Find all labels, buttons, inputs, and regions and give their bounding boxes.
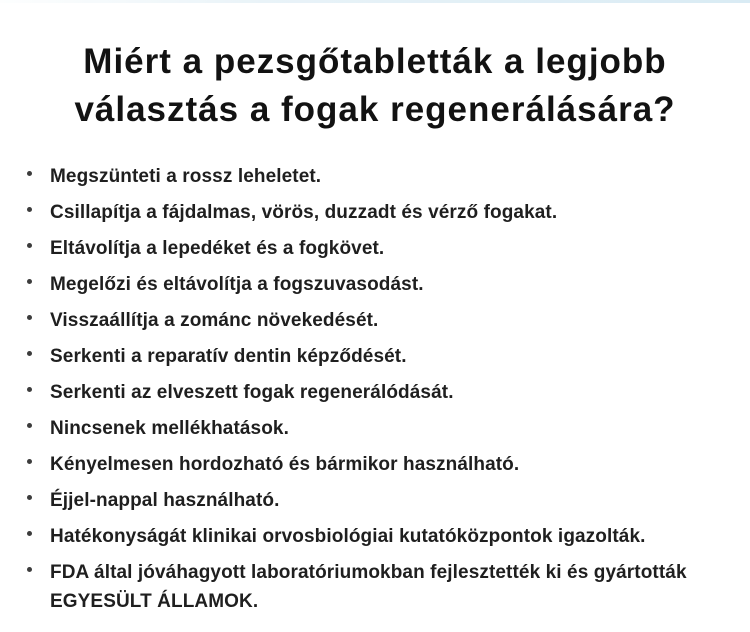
list-item-text: Serkenti a reparatív dentin képződését. [50,346,407,367]
page-title [0,38,750,134]
list-item-text [50,558,687,616]
list-item [27,270,739,299]
list-item [27,162,739,191]
bullet-icon [27,342,50,371]
list-item [27,234,739,263]
list-item [27,522,739,551]
bullet-icon [27,378,50,407]
bullet-icon [27,270,50,299]
list-item [27,378,739,407]
bullet-icon [27,414,50,443]
list-item-text-line1: FDA által jóváhagyott laboratóriumokban fejlesztették ki és gyártották [50,562,687,583]
list-item-text: Csillapítja a fájdalmas, vörös, duzzadt és vérző fogakat. [50,202,558,223]
bullet-icon [27,162,50,191]
list-item [27,342,739,371]
list-item-text: Serkenti az elveszett fogak regenerálódását. [50,382,454,403]
list-item [27,198,739,227]
bullet-icon [27,198,50,227]
list-item-text: Hatékonyságát klinikai orvosbiológiai kutatóközpontok igazolták. [50,526,646,547]
list-item-text-line2: EGYESÜLT ÁLLAMOK. [50,591,259,612]
list-item [27,450,739,479]
list-item [27,414,739,443]
list-item-text: Nincsenek mellékhatások. [50,418,289,439]
list-item-text: Kényelmesen hordozható és bármikor használható. [50,454,520,475]
page-title-line1: Miért a pezsgőtabletták a legjobb [83,42,667,81]
bullet-icon [27,486,50,515]
bullet-icon [27,306,50,335]
bullet-icon [27,522,50,551]
bullet-icon [27,558,50,587]
list-item [27,486,739,515]
list-item-text: Eltávolítja a lepedéket és a fogkövet. [50,238,385,259]
list-item-text: Visszaállítja a zománc növekedését. [50,310,379,331]
page-title-line2: választás a fogak regenerálására? [74,90,676,129]
benefits-list [27,162,739,623]
list-item-text: Megszünteti a rossz leheletet. [50,166,322,187]
bullet-icon [27,450,50,479]
bullet-icon [27,234,50,263]
list-item [27,558,739,616]
list-item-text: Megelőzi és eltávolítja a fogszuvasodást. [50,274,424,295]
list-item-text: Éjjel-nappal használható. [50,490,280,511]
top-accent-strip [0,0,750,3]
list-item [27,306,739,335]
